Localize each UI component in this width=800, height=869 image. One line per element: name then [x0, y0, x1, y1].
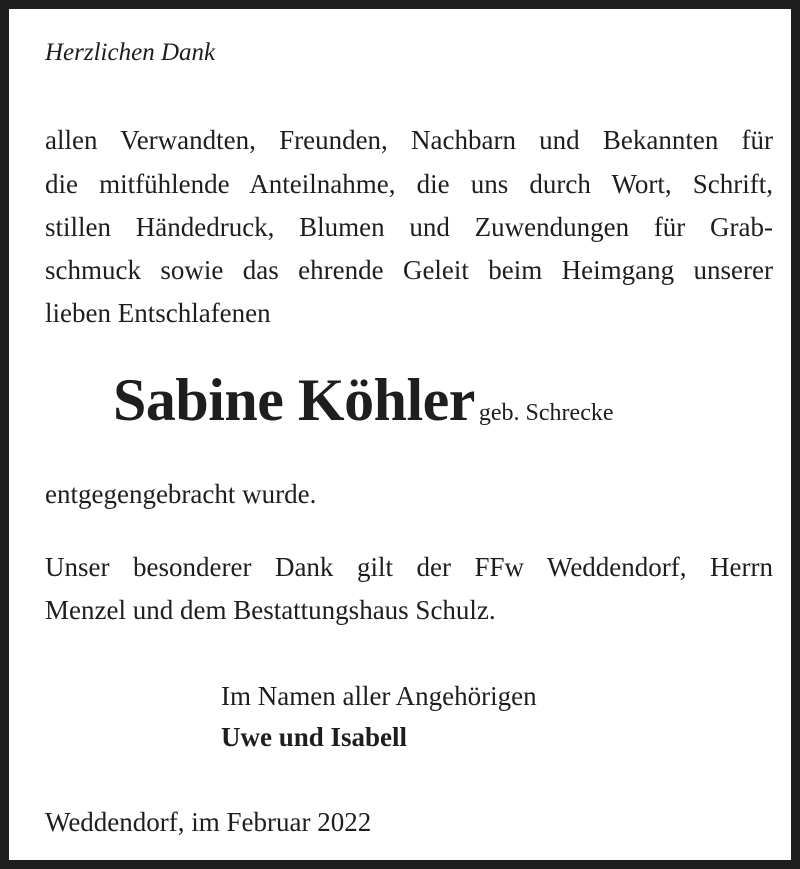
- birth-name: geb. Schrecke: [478, 400, 614, 426]
- after-name-text: entgegengebracht wurde.: [45, 479, 317, 509]
- greeting-heading: Herzlichen Dank: [45, 39, 216, 66]
- thanks-line-1: Unser besonderer Dank gilt der FFw Weddendorf, Herrn: [45, 552, 773, 582]
- signature-names: Uwe und Isabell: [221, 722, 408, 752]
- body-line-3: stillen Händedruck, Blumen und Zuwendungen für Grab-: [45, 212, 773, 242]
- deceased-name: Sabine Köhler: [113, 367, 475, 433]
- body-line-4: schmuck sowie das ehrende Geleit beim Heimgang unserer: [45, 255, 773, 285]
- body-line-5: lieben Entschlafenen: [45, 298, 271, 328]
- signature-intro: Im Namen aller Angehörigen: [221, 681, 537, 711]
- body-line-2: die mitfühlende Anteilnahme, die uns durch Wort, Schrift,: [45, 169, 773, 199]
- deceased-name-line: [113, 366, 614, 435]
- body-line-1: allen Verwandten, Freunden, Nachbarn und Bekannten für: [45, 125, 773, 155]
- thanks-line-2: Menzel und dem Bestattungshaus Schulz.: [45, 595, 496, 625]
- place-date: Weddendorf, im Februar 2022: [45, 807, 372, 837]
